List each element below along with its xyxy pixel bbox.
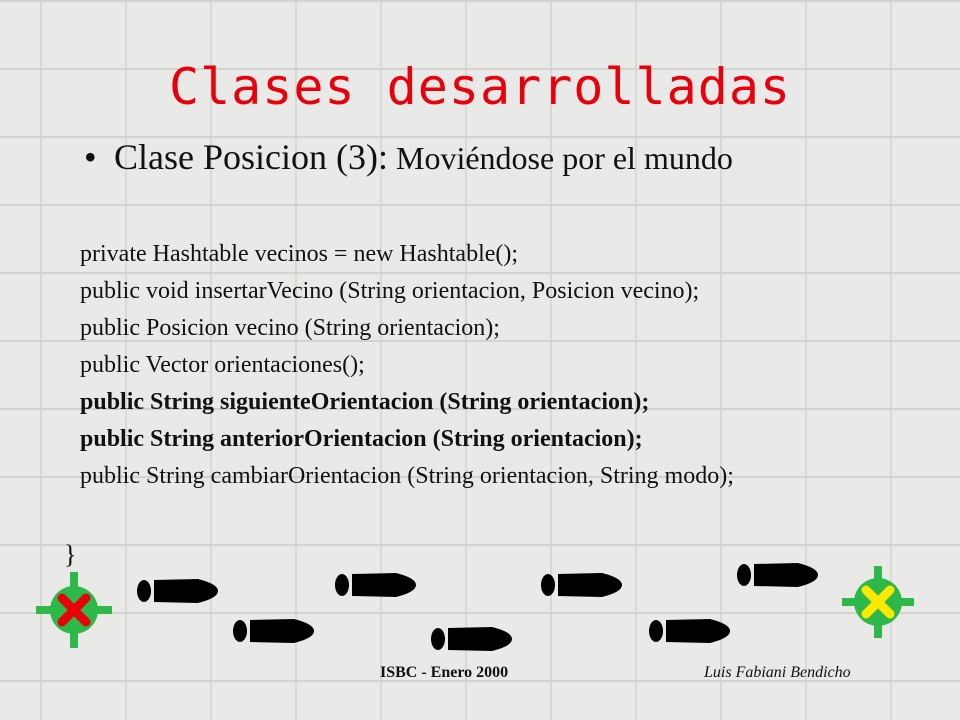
bullet-dot: • xyxy=(84,137,97,177)
code-line: private Hashtable vecinos = new Hashtable(); xyxy=(80,241,519,267)
footprint-icon xyxy=(541,573,622,597)
code-line: public String cambiarOrientacion (String orientacion, String modo); xyxy=(80,463,734,489)
footprint-icon xyxy=(137,579,218,603)
footprint-icon xyxy=(335,573,416,597)
footer-author: Luis Fabiani Bendicho xyxy=(704,664,851,681)
footer-course: ISBC - Enero 2000 xyxy=(380,664,509,681)
footprint-icon xyxy=(649,619,730,643)
footprint-icon xyxy=(233,619,314,643)
code-line-bold: public String siguienteOrientacion (String orientacion); xyxy=(80,389,650,415)
closing-brace: } xyxy=(64,540,77,569)
bullet-lead: Clase Posicion (3): xyxy=(114,137,388,177)
slide-title: Clases desarrolladas xyxy=(168,58,792,116)
code-line: public void insertarVecino (String orientacion, Posicion vecino); xyxy=(80,278,700,304)
code-line-bold: public String anteriorOrientacion (String orientacion); xyxy=(80,426,643,452)
start-crosshair-icon xyxy=(36,572,112,648)
code-line: public Vector orientaciones(); xyxy=(80,352,365,378)
code-line: public Posicion vecino (String orientacion); xyxy=(80,315,500,341)
footprint-icon xyxy=(737,563,818,587)
bullet-rest: Moviéndose por el mundo xyxy=(387,140,733,176)
footprint-icon xyxy=(431,627,512,651)
end-crosshair-icon xyxy=(842,566,914,638)
